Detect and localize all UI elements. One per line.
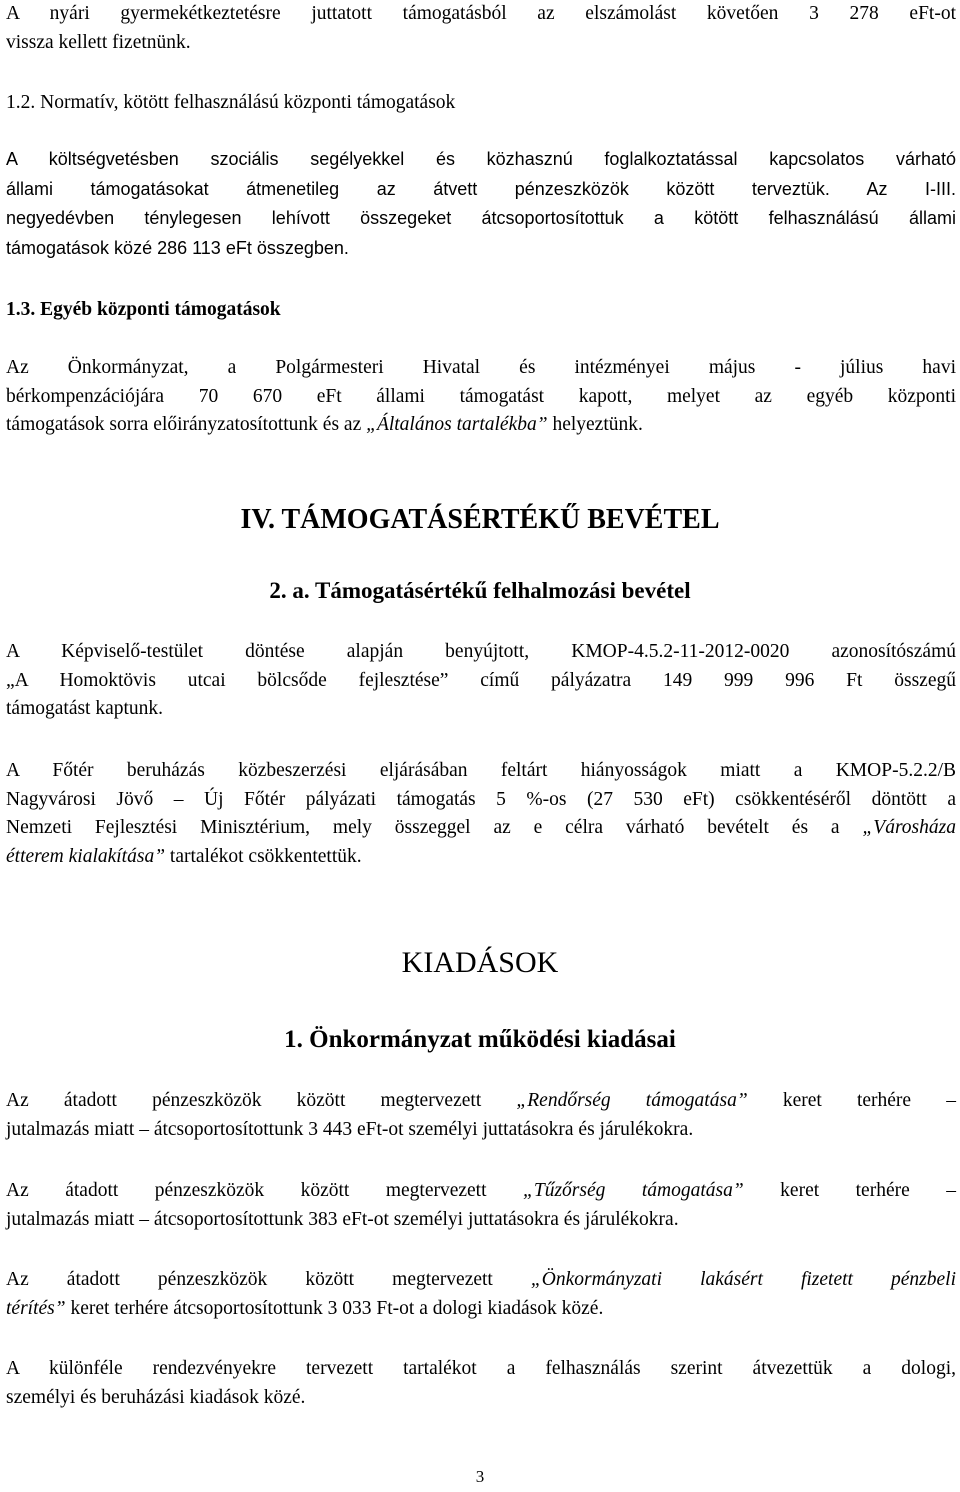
kiadasok-p4-line-1: A különféle rendezvényekre tervezett tartalékot a felhasználás szerint átvezettük a dologi, bbox=[6, 1358, 956, 1379]
section-iv-p2-line-2: Nagyvárosi Jövő – Új Főtér pályázati támogatás 5 %-os (27 530 eFt) csökkentéséről döntött a bbox=[6, 788, 956, 810]
section-iv-heading: IV. TÁMOGATÁSÉRTÉKŰ BEVÉTEL bbox=[240, 504, 720, 535]
kiadasok-p2-line-1-b: keret terhére – bbox=[743, 1180, 956, 1201]
kiadasok-p2-line-1 bbox=[6, 1177, 956, 1206]
etterem-kialakitasa-italic: étterem kialakítása” bbox=[6, 845, 166, 867]
section-1-2-line-4: támogatások közé 286 113 eFt összegben. bbox=[6, 237, 349, 258]
kiadasok-heading: KIADÁSOK bbox=[401, 946, 559, 979]
kiadasok-paragraph-2 bbox=[6, 1177, 956, 1234]
terites-italic: térítés” bbox=[6, 1297, 66, 1319]
section-1-3-line-3-a: támogatások sorra előirányzatosítottunk és az bbox=[6, 414, 367, 435]
section-iv-p2-line-4 bbox=[6, 843, 956, 872]
kiadasok-p3-line-2-b: keret terhére átcsoportosítottunk 3 033 Ft-ot a dologi kiadások közé. bbox=[65, 1297, 604, 1319]
kiadasok-p4-line-2: személyi és beruházási kiadások közé. bbox=[6, 1386, 306, 1408]
section-1-2-heading: 1.2. Normatív, kötött felhasználású központi támogatások bbox=[6, 92, 456, 113]
varoshaza-italic: „Városháza bbox=[862, 817, 956, 838]
kiadasok-p2-line-1-a: Az átadott pénzeszközök között megtervezett bbox=[6, 1180, 523, 1201]
kiadasok-p3-line-2 bbox=[6, 1295, 956, 1324]
kiadasok-subheading: 1. Önkormányzat működési kiadásai bbox=[284, 1026, 676, 1053]
onkormanyzati-lakasert-italic: „Önkormányzati lakásért fizetett pénzbeli bbox=[530, 1269, 956, 1290]
section-iv-p2-line-3-a: Nemzeti Fejlesztési Minisztérium, mely összeggel az e célra várható bevételt és a bbox=[6, 817, 863, 838]
section-iv-p2-line-1: A Főtér beruházás közbeszerzési eljárásában feltárt hiányosságok miatt a KMOP-5.2.2/B bbox=[6, 760, 956, 781]
intro-line-2: vissza kellett fizetnünk. bbox=[6, 31, 191, 53]
rendorseg-tamogatasa-italic: „Rendőrség támogatása” bbox=[516, 1090, 748, 1111]
kiadasok-paragraph-4 bbox=[6, 1355, 956, 1412]
kiadasok-p3-line-1 bbox=[6, 1266, 956, 1295]
tuzorseg-tamogatasa-italic: „Tűzőrség támogatása” bbox=[523, 1180, 744, 1201]
kiadasok-p1-line-1-a: Az átadott pénzeszközök között megtervezett bbox=[6, 1090, 517, 1111]
altalanos-tartalek-italic: „Általános tartalékba” bbox=[366, 414, 548, 435]
section-1-3-line-3 bbox=[6, 411, 956, 440]
section-1-3-heading: 1.3. Egyéb központi támogatások bbox=[6, 299, 281, 320]
section-1-2-line-1: A költségvetésben szociális segélyekkel és közhasznú foglalkoztatással kapcsolatos várható bbox=[6, 149, 956, 169]
intro-line-1: A nyári gyermekétkeztetésre juttatott támogatásból az elszámolást követően 3 278 eFt-ot bbox=[6, 3, 956, 24]
page-number: 3 bbox=[475, 1467, 485, 1486]
kiadasok-paragraph-1 bbox=[6, 1087, 956, 1144]
section-1-3-paragraph bbox=[6, 354, 956, 440]
section-iv-p1-line-1: A Képviselő-testület döntése alapján benyújtott, KMOP-4.5.2-11-2012-0020 azonosítószámú bbox=[6, 641, 956, 662]
section-iv-paragraph-1 bbox=[6, 638, 956, 724]
section-1-2-paragraph bbox=[6, 145, 956, 263]
section-iv-p1-line-2: „A Homoktövis utcai bölcsőde fejlesztése” című pályázatra 149 999 996 Ft összegű bbox=[6, 669, 956, 691]
section-iv-paragraph-2 bbox=[6, 757, 956, 871]
kiadasok-p1-line-1-b: keret terhére – bbox=[747, 1090, 956, 1111]
kiadasok-p3-line-1-a: Az átadott pénzeszközök között megtervezett bbox=[6, 1269, 531, 1290]
kiadasok-p1-line-1 bbox=[6, 1087, 956, 1116]
section-1-3-line-2: bérkompenzációjára 70 670 eFt állami támogatást kapott, melyet az egyéb központi bbox=[6, 385, 956, 407]
section-iv-p1-line-3: támogatást kaptunk. bbox=[6, 698, 164, 719]
section-iv-subheading: 2. a. Támogatásértékű felhalmozási bevétel bbox=[269, 578, 691, 603]
kiadasok-p1-line-2: jutalmazás miatt – átcsoportosítottunk 3 443 eFt-ot személyi juttatásokra és járulékokra. bbox=[6, 1118, 694, 1140]
intro-paragraph bbox=[6, 0, 956, 57]
kiadasok-p2-line-2: jutalmazás miatt – átcsoportosítottunk 383 eFt-ot személyi juttatásokra és járulékokra. bbox=[6, 1208, 679, 1230]
section-1-3-line-1: Az Önkormányzat, a Polgármesteri Hivatal és intézményei május - július havi bbox=[6, 357, 956, 378]
section-1-2-line-3: negyedévben ténylegesen lehívott összegeket átcsoportosítottuk a kötött felhasználású állami bbox=[6, 208, 956, 228]
kiadasok-paragraph-3 bbox=[6, 1266, 956, 1323]
section-iv-p2-line-3 bbox=[6, 814, 956, 843]
section-1-2-line-2: állami támogatásokat átmenetileg az átvett pénzeszközök között terveztük. Az I-III. bbox=[6, 178, 956, 199]
section-1-3-line-3-b: helyeztünk. bbox=[547, 414, 643, 435]
section-iv-p2-line-4-b: tartalékot csökkentettük. bbox=[165, 845, 362, 867]
